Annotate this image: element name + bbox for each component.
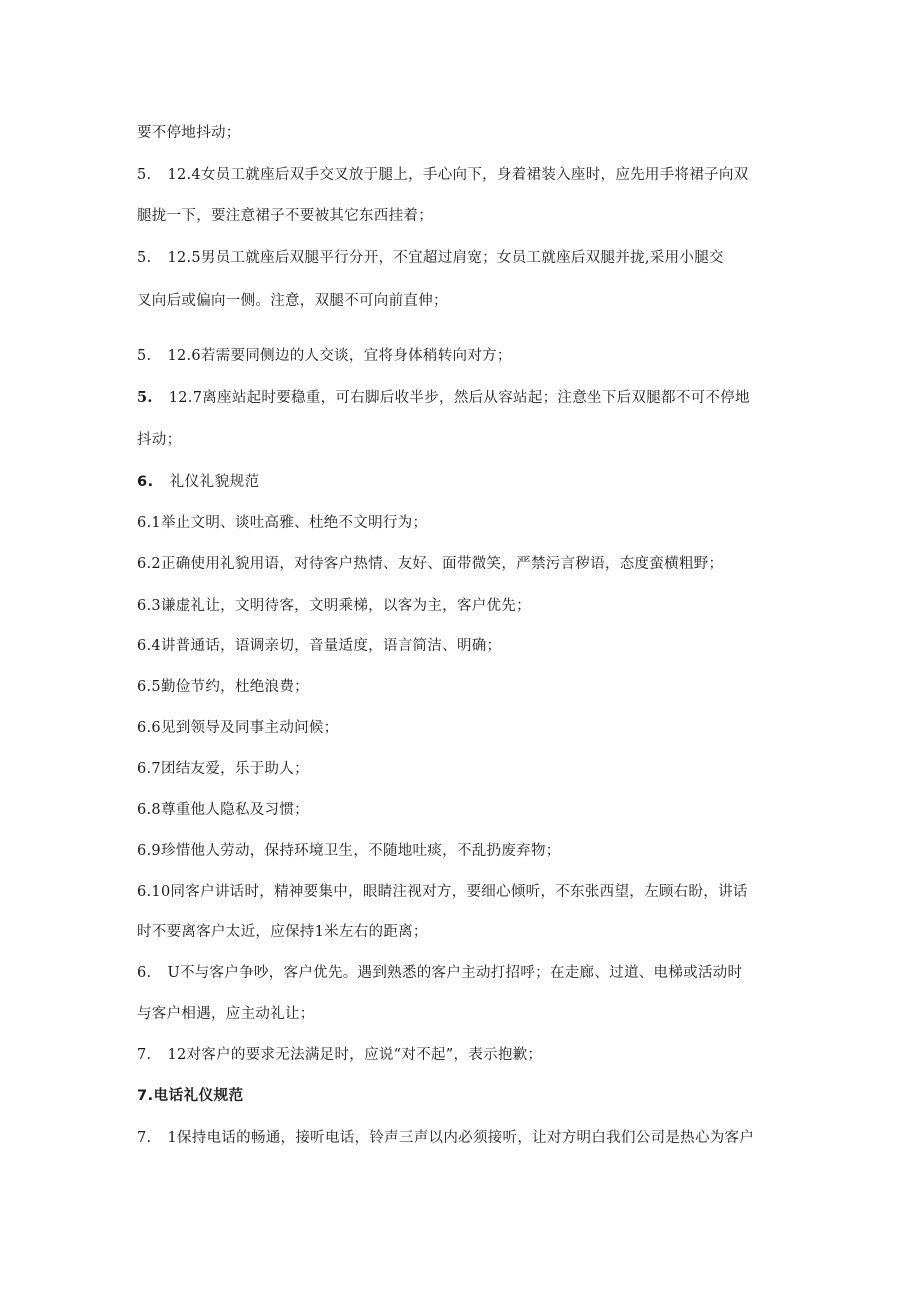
line-text: 6.6见到领导及同事主动问候； <box>137 720 339 736</box>
line-text: 12.5男员工就座后双腿平行分开，不宜超过肩宽；女员工就座后双腿并拢,采用小腿交 <box>167 250 724 266</box>
line-text: 抖动； <box>137 432 182 448</box>
line-text: 12对客户的要求无法满足时，应说“对不起”，表示抱歉； <box>167 1047 543 1063</box>
text-line <box>137 759 309 779</box>
item-number: 5. <box>137 348 152 364</box>
text-line <box>137 841 561 861</box>
line-text: 12.4女员工就座后双手交叉放于腿上，手心向下，身着裙装入座时，应先用手将裙子向双 <box>167 167 749 183</box>
line-text: 12.6若需要同侧边的人交谈，宜将身体稍转向对方； <box>167 348 512 364</box>
line-text: 要不停地抖动； <box>137 125 241 141</box>
text-line <box>137 430 181 450</box>
line-text: 叉向后或偏向一侧。注意，双腿不可向前直伸； <box>137 293 448 309</box>
item-number: 5. <box>137 250 152 266</box>
text-line <box>137 248 724 268</box>
text-line <box>137 800 309 820</box>
text-line <box>137 1128 754 1148</box>
line-text: 12.7离座站起时要稳重，可右脚后收半步，然后从容站起；注意坐下后双腿都不可不停地 <box>168 390 750 406</box>
text-line <box>137 1004 315 1024</box>
line-text: 6.3谦虚礼让，文明待客，文明乘梯，以客为主，客户优先； <box>137 598 531 614</box>
text-line <box>137 346 512 366</box>
text-line <box>137 123 241 143</box>
item-number: 7. <box>137 1047 152 1063</box>
text-line <box>137 1045 542 1065</box>
text-line <box>137 291 448 311</box>
text-line <box>137 554 723 574</box>
text-line <box>137 596 531 616</box>
line-text: 6.9珍惜他人劳动，保持环境卫生，不随地吐痰，不乱扔废弃物； <box>137 843 561 859</box>
line-text: 1保持电话的畅通，接听电话，铃声三声以内必须接听，让对方明白我们公司是热心为客户 <box>167 1130 755 1146</box>
line-text: 6.2正确使用礼貌用语，对待客户热情、友好、面带微笑，严禁污言秽语，态度蛮横粗野； <box>137 556 724 572</box>
item-number: 5. <box>137 389 153 406</box>
text-line <box>137 206 433 226</box>
item-number: 5. <box>137 167 152 183</box>
text-line <box>137 677 309 697</box>
line-text: 6.7团结友爱，乐于助人； <box>137 761 309 777</box>
line-text: 腿拢一下，要注意裙子不要被其它东西挂着； <box>137 208 433 224</box>
line-text: U不与客户争吵，客户优先。遇到熟悉的客户主动打招呼；在走廊、过道、电梯或活动时 <box>167 965 743 981</box>
text-line <box>137 513 427 533</box>
line-text: 与客户相遇，应主动礼让； <box>137 1006 315 1022</box>
line-text: 6.5勤俭节约，杜绝浪费； <box>137 679 309 695</box>
line-text: 6.4讲普通话，语调亲切，音量适度，语言简洁、明确； <box>137 638 502 654</box>
section-title: 7.电话礼仪规范 <box>137 1088 244 1104</box>
text-line <box>137 165 749 185</box>
item-number: 6. <box>137 965 152 981</box>
text-line <box>137 718 339 738</box>
section-number: 6. <box>137 474 154 490</box>
section-heading-6 <box>137 472 260 492</box>
text-line <box>137 922 428 942</box>
item-number: 7. <box>137 1130 152 1146</box>
text-line <box>137 388 750 408</box>
text-line <box>137 882 748 902</box>
text-line <box>137 963 742 983</box>
section-title: 礼仪礼貌规范 <box>169 474 260 490</box>
line-text: 时不要离客户太近，应保持1米左右的距离； <box>137 924 428 940</box>
line-text: 6.8尊重他人隐私及习惯； <box>137 802 309 818</box>
section-heading-7 <box>137 1086 244 1106</box>
text-line <box>137 636 501 656</box>
line-text: 6.10同客户讲话时，精神要集中，眼睛注视对方，要细心倾听，不东张西望，左顾右盼，讲话 <box>137 884 748 900</box>
line-text: 6.1举止文明、谈吐高雅、杜绝不文明行为； <box>137 515 428 531</box>
